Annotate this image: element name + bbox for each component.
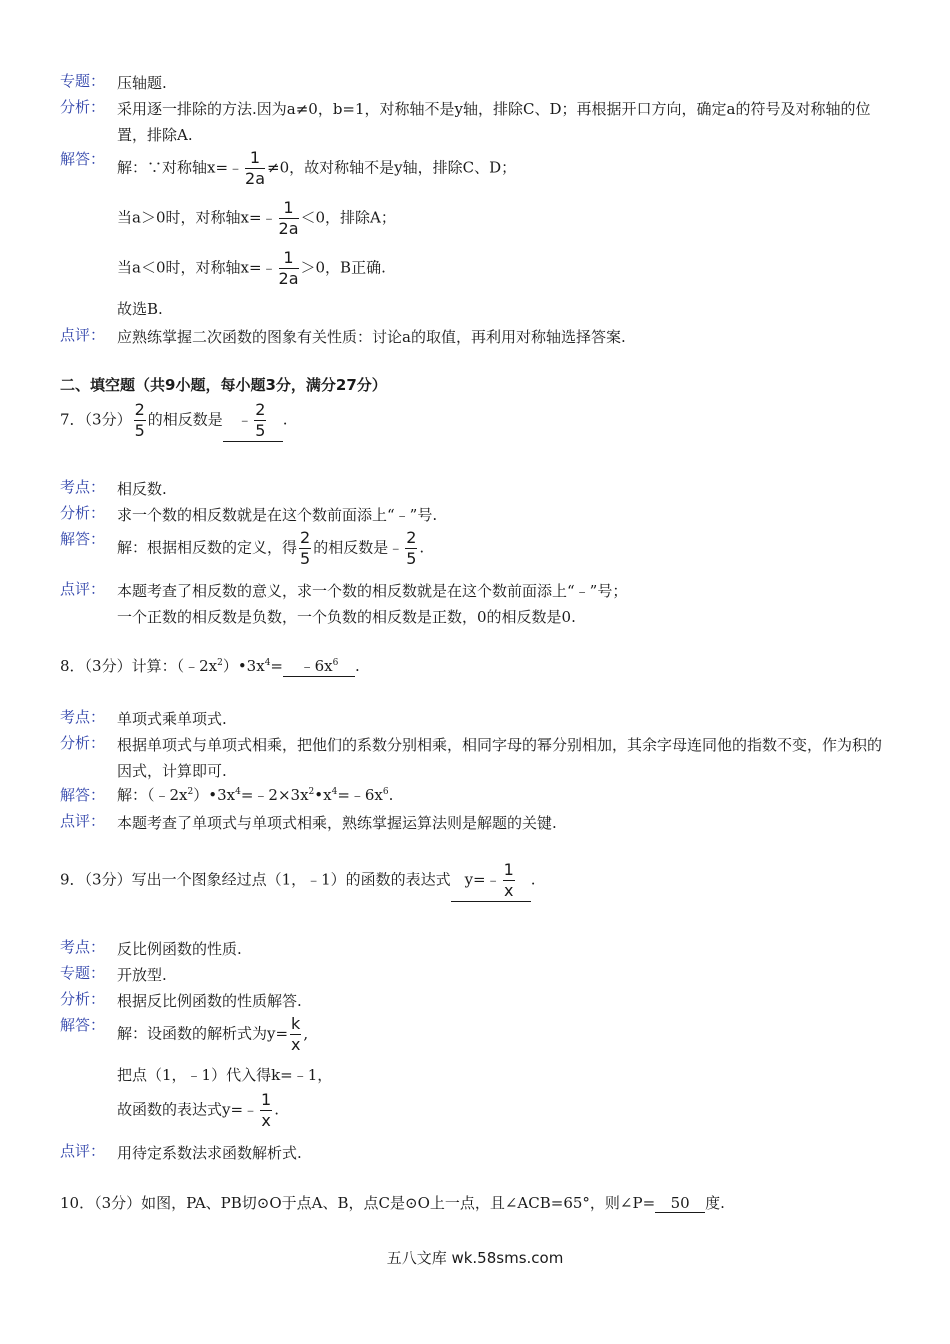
comment-label: 点评： xyxy=(60,1142,106,1160)
fraction-1-over-2a: $\frac{1}{2a}$ xyxy=(278,248,299,288)
q9-point: 反比例函数的性质. xyxy=(117,940,242,958)
q8-point: 单项式乘单项式. xyxy=(117,710,227,728)
q9-answer-blank: y=﹣ $\frac{1}{x}$ xyxy=(451,860,531,902)
q10-stem: 10．（3分）如图，PA、PB切⊙O于点A、B，点C是⊙O上一点，且∠ACB=65°，则∠P= 50 度. xyxy=(60,1194,725,1212)
q7-answer-blank: ﹣ $\frac{2}{5}$ xyxy=(223,400,283,442)
solution-label: 解答： xyxy=(60,530,106,548)
comment-label: 点评： xyxy=(60,326,106,344)
q9-analysis: 根据反比例函数的性质解答. xyxy=(117,992,302,1010)
q6-analysis: 采用逐一排除的方法.因为a≠0，b=1，对称轴不是y轴，排除C、D；再根据开口方向，确定a的符号及对称轴的位置，排除A. xyxy=(117,100,871,144)
analysis-label: 分析： xyxy=(60,734,106,752)
solution-label: 解答： xyxy=(60,786,106,804)
fraction-1-over-2a: $\frac{1}{2a}$ xyxy=(245,148,266,188)
q7-comment-1: 本题考查了相反数的意义，求一个数的相反数就是在这个数前面添上“﹣”号； xyxy=(117,582,628,600)
analysis-label: 分析： xyxy=(60,990,106,1008)
q8-comment: 本题考查了单项式与单项式相乘，熟练掌握运算法则是解题的关键. xyxy=(117,814,557,832)
point-label: 考点： xyxy=(60,708,106,726)
q10-answer-blank: 50 xyxy=(655,1194,705,1213)
point-label: 考点： xyxy=(60,938,106,956)
solution-label: 解答： xyxy=(60,150,106,168)
fraction-k-over-x: $\frac{k}{x}$ xyxy=(290,1014,301,1054)
point-label: 考点： xyxy=(60,478,106,496)
q7-comment-2: 一个正数的相反数是负数，一个负数的相反数是正数，0的相反数是0. xyxy=(117,608,576,626)
analysis-label: 分析： xyxy=(60,504,106,522)
footer-watermark: 五八文库 wk.58sms.com xyxy=(386,1249,564,1267)
q7-analysis: 求一个数的相反数就是在这个数前面添上“﹣”号. xyxy=(117,506,438,524)
fraction-1-over-x: $\frac{1}{x}$ xyxy=(261,1090,272,1130)
fraction-1-over-2a: $\frac{1}{2a}$ xyxy=(278,198,299,238)
section-heading: 二、填空题（共9小题，每小题3分，满分27分） xyxy=(60,376,387,394)
q6-comment: 应熟练掌握二次函数的图象有关性质：讨论a的取值，再利用对称轴选择答案. xyxy=(117,328,626,346)
q7-point: 相反数. xyxy=(117,480,167,498)
q9-comment: 用待定系数法求函数解析式. xyxy=(117,1144,302,1162)
analysis-label: 分析： xyxy=(60,98,106,116)
comment-label: 点评： xyxy=(60,580,106,598)
fraction-2-over-5: $\frac{2}{5}$ xyxy=(300,528,311,568)
q7-stem: 7．（3分） $\frac{2}{5}$ 的相反数是 ﹣ $\frac{2}{5}$ . xyxy=(60,400,288,440)
topic-label: 专题： xyxy=(60,964,106,982)
q8-analysis: 根据单项式与单项式相乘，把他们的系数分别相乘，相同字母的幂分别相加，其余字母连同他的指数不变，作为积的因式，计算即可. xyxy=(117,736,883,780)
solution-label: 解答： xyxy=(60,1016,106,1034)
q8-stem: 8．（3分）计算：$(﹣2x^2)•3x^4=$ $﹣6x^6$ . xyxy=(60,657,360,675)
comment-label: 点评： xyxy=(60,812,106,830)
fraction-2-over-5: $\frac{2}{5}$ xyxy=(134,400,145,440)
q9-topic: 开放型. xyxy=(117,966,167,984)
q9-stem: 9．（3分）写出一个图象经过点（1，﹣1）的函数的表达式 y=﹣ $\frac{1}{x}$ . xyxy=(60,860,536,900)
q8-answer-blank: $﹣6x^6$ xyxy=(283,655,355,677)
topic-label: 专题： xyxy=(60,72,106,90)
q6-topic: 压轴题. xyxy=(117,74,167,92)
